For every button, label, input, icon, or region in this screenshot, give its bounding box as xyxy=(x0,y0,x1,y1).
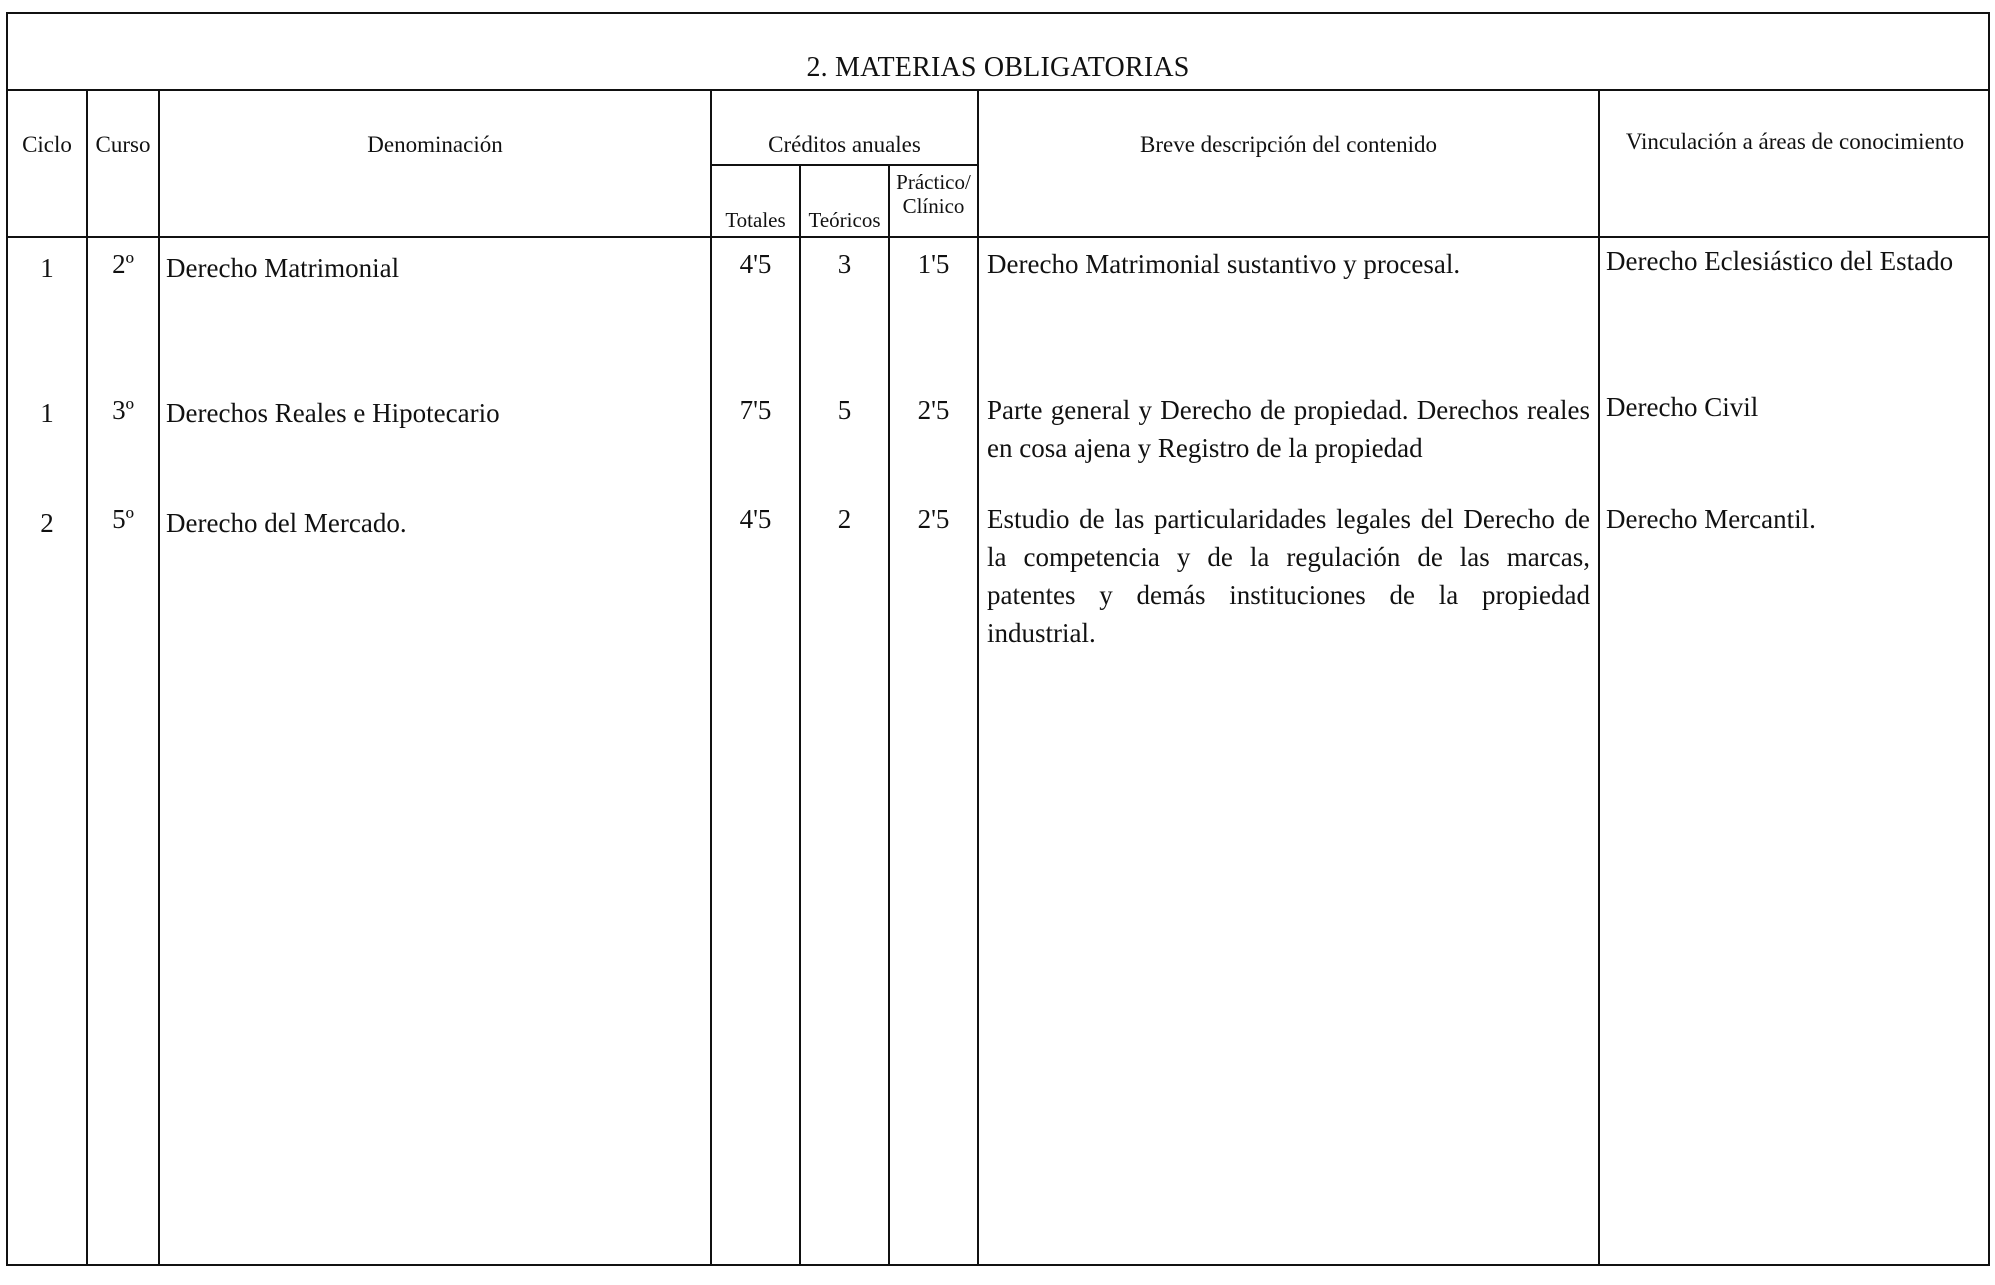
header-practico-line2: Clínico xyxy=(902,194,965,219)
header-totales: Totales xyxy=(725,208,786,232)
table-row-2-totales: 7'5 xyxy=(739,395,772,425)
header-bottom-rule xyxy=(8,236,1988,238)
table-row-3-practico: 2'5 xyxy=(917,504,950,534)
header-practico-line1: Práctico/ xyxy=(896,170,971,194)
table-row-3-vinculacion: Derecho Mercantil. xyxy=(1606,504,1816,534)
divider-totales-teoricos xyxy=(799,164,801,1264)
table-row-3-totales: 4'5 xyxy=(739,504,772,534)
creditos-subheader-rule xyxy=(710,164,979,166)
table-row-3-curso: 5º xyxy=(112,504,134,534)
materias-table xyxy=(6,12,1990,1266)
table-row-3-ciclo: 2 xyxy=(40,508,54,538)
divider-curso-denominacion xyxy=(158,89,160,1264)
table-row-2-practico: 2'5 xyxy=(917,395,950,425)
table-row-2-denominacion: Derechos Reales e Hipotecario xyxy=(166,398,500,428)
header-denominacion: Denominación xyxy=(367,132,503,157)
table-row-1-denominacion: Derecho Matrimonial xyxy=(166,253,400,283)
header-curso: Curso xyxy=(95,132,151,157)
table-row-1-ciclo: 1 xyxy=(40,253,54,283)
header-descripcion: Breve descripción del contenido xyxy=(1140,132,1437,157)
table-row-1-totales: 4'5 xyxy=(739,249,772,279)
table-title: 2. MATERIAS OBLIGATORIAS xyxy=(806,52,1190,83)
divider-practico-descripcion xyxy=(977,89,979,1264)
table-row-3-denominacion: Derecho del Mercado. xyxy=(166,508,407,538)
table-row-1-descripcion: Derecho Matrimonial sustantivo y procesal. xyxy=(987,249,1461,279)
table-row-3-teoricos: 2 xyxy=(837,504,852,534)
table-row-2-ciclo: 1 xyxy=(40,398,54,428)
divider-descripcion-vinculacion xyxy=(1598,89,1600,1264)
table-row-1-teoricos: 3 xyxy=(837,249,852,279)
header-teoricos: Teóricos xyxy=(808,208,881,232)
table-row-2-curso: 3º xyxy=(112,395,134,425)
table-row-3-descripcion: Estudio de las particularidades legales del Derecho de la competencia y de la regulación de las marcas, patentes y demás instituciones de la propiedad industrial. xyxy=(987,504,1590,648)
table-row-1-curso: 2º xyxy=(112,249,134,279)
table-row-2-descripcion: Parte general y Derecho de propiedad. Derechos reales en cosa ajena y Registro de la propiedad xyxy=(987,395,1590,463)
table-row-1-vinculacion: Derecho Eclesiástico del Estado xyxy=(1606,246,1954,276)
header-vinculacion: Vinculación a áreas de conocimiento xyxy=(1625,129,1965,154)
header-practico-clinico xyxy=(890,170,977,218)
table-row-2-teoricos: 5 xyxy=(837,395,852,425)
table-row-1-practico: 1'5 xyxy=(917,249,950,279)
table-row-2-vinculacion: Derecho Civil xyxy=(1606,392,1759,422)
title-divider xyxy=(8,89,1988,91)
divider-teoricos-practico xyxy=(888,164,890,1264)
header-ciclo: Ciclo xyxy=(22,132,72,157)
header-creditos-anuales: Créditos anuales xyxy=(768,132,921,157)
